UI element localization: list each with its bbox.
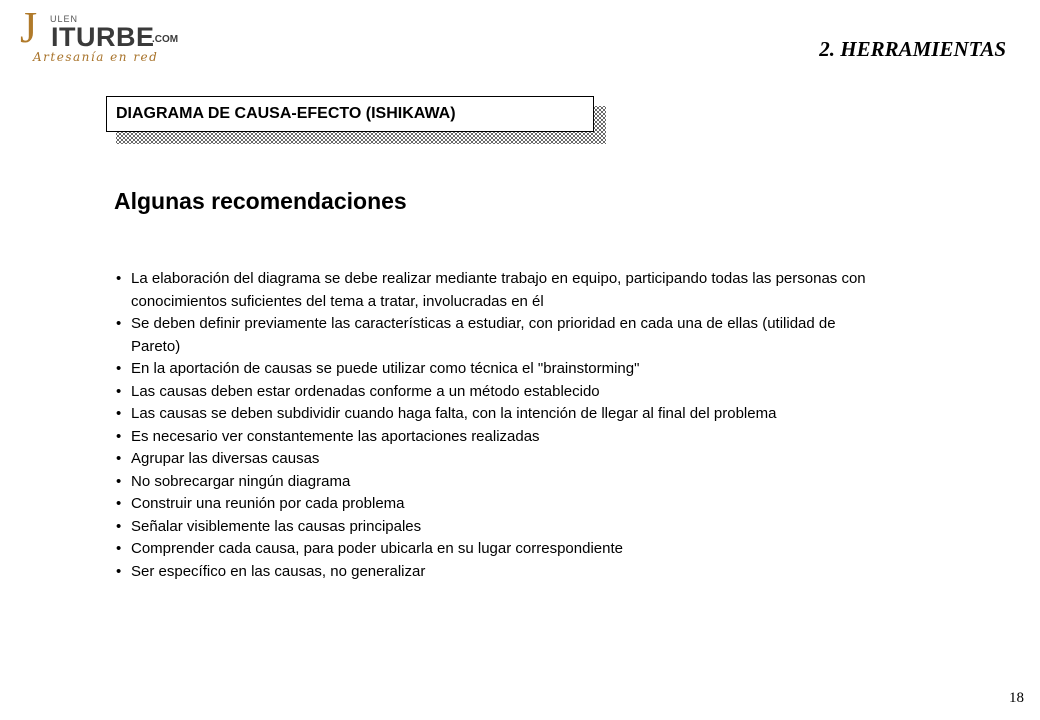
list-item-text: Comprender cada causa, para poder ubicarla en su lugar correspondiente (131, 540, 623, 557)
page-number: 18 (1009, 690, 1024, 706)
list-item-text: Señalar visiblemente las causas principales (131, 517, 422, 535)
list-item (114, 358, 874, 381)
list-item-text: No sobrecargar ningún diagrama (131, 472, 351, 490)
list-item (114, 448, 874, 471)
list-item-text: Se deben definir previamente las características a estudiar, con prioridad en cada una de ellas (utilidad de Pareto) (131, 315, 836, 355)
list-item (114, 426, 874, 449)
list-item (114, 516, 874, 539)
list-item-text: Construir una reunión por cada problema (131, 495, 405, 512)
bullet-icon: • (116, 495, 122, 512)
bullet-icon: • (116, 562, 122, 580)
logo (20, 3, 200, 64)
list-item-text: En la aportación de causas se puede utilizar como técnica el "brainstorming" (131, 360, 640, 377)
list-item (114, 268, 874, 313)
title-box-label: DIAGRAMA DE CAUSA-EFECTO (ISHIKAWA) (106, 96, 594, 132)
list-item-text: Las causas deben estar ordenadas conforme a un método establecido (131, 382, 600, 400)
bullet-icon: • (116, 540, 122, 557)
bullet-icon: • (116, 315, 122, 332)
logo-tagline: Artesanía en red (33, 50, 159, 64)
title-box (106, 96, 606, 146)
list-item (114, 471, 874, 494)
bullet-icon: • (116, 270, 122, 287)
logo-top-text: ULEN (50, 14, 79, 24)
logo-main-text: ITURBE (51, 22, 155, 52)
list-item (114, 403, 874, 426)
bullet-icon: • (116, 450, 122, 467)
logo-letter: J (20, 3, 38, 52)
list-item-text: Las causas se deben subdividir cuando haga falta, con la intención de llegar al final del problema (131, 405, 777, 422)
bullet-icon: • (116, 472, 122, 490)
logo-suffix: .COM (152, 34, 179, 45)
bullet-icon: • (116, 427, 122, 445)
list-item-text: Agrupar las diversas causas (131, 450, 320, 467)
list-item (114, 538, 874, 561)
list-item-text: Ser específico en las causas, no generalizar (131, 562, 426, 580)
recommendations-list (114, 268, 874, 583)
list-item (114, 561, 874, 584)
bullet-icon: • (116, 405, 122, 422)
section-title: 2. HERRAMIENTAS (819, 37, 1006, 61)
list-item (114, 493, 874, 516)
page-heading: Algunas recomendaciones (114, 188, 407, 214)
bullet-icon: • (116, 360, 122, 377)
bullet-icon: • (116, 382, 122, 400)
list-item (114, 381, 874, 404)
list-item (114, 313, 874, 358)
list-item-text: La elaboración del diagrama se debe realizar mediante trabajo en equipo, participando todas las personas con conocimientos suficientes del tema a tratar, involucradas en él (131, 270, 866, 310)
bullet-icon: • (116, 517, 122, 535)
list-item-text: Es necesario ver constantemente las aportaciones realizadas (131, 427, 540, 445)
